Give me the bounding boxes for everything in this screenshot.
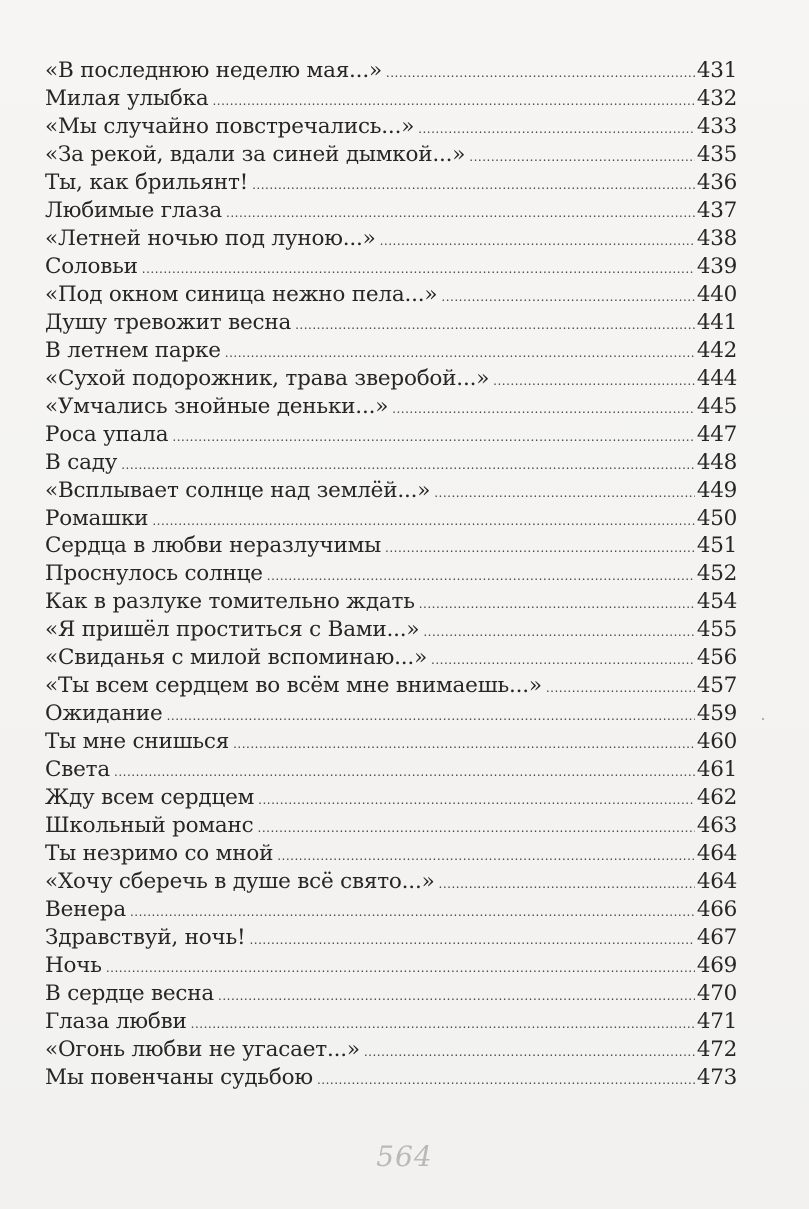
toc-entry-page: 438	[696, 225, 737, 251]
toc-entry	[45, 673, 737, 701]
toc-entry-title: В сердце весна	[45, 980, 215, 1006]
toc-entry	[45, 617, 737, 645]
toc-entry	[45, 114, 737, 142]
toc-dot-leader	[218, 989, 695, 1003]
toc-entry-title: «Свиданья с милой вспоминаю...»	[45, 645, 428, 671]
toc-dot-leader	[493, 374, 695, 388]
toc-entry-title: Соловьи	[45, 253, 138, 279]
toc-entry	[45, 338, 737, 366]
toc-entry-page: 460	[696, 729, 737, 755]
toc-entry	[45, 869, 737, 897]
toc-entry-title: Сердца в любви неразлучимы	[45, 533, 382, 559]
toc-entry-page: 463	[696, 813, 737, 839]
toc-entry-title: «Под окном синица нежно пела...»	[45, 281, 438, 307]
toc-dot-leader	[419, 597, 695, 611]
toc-entry	[45, 1065, 737, 1093]
toc-entry-page: 454	[696, 589, 737, 615]
toc-entry-title: Глаза любви	[45, 1008, 187, 1034]
toc-entry-title: «Огонь любви не угасает...»	[45, 1036, 360, 1062]
toc-dot-leader	[364, 1045, 695, 1059]
toc-entry	[45, 422, 737, 450]
toc-entry-title: «Сухой подорожник, трава зверобой...»	[45, 365, 490, 391]
toc-entry	[45, 58, 737, 86]
toc-dot-leader	[546, 681, 695, 695]
toc-entry	[45, 1009, 737, 1037]
toc-entry-title: Проснулось солнце	[45, 561, 263, 587]
toc-entry-page: 473	[696, 1064, 737, 1090]
toc-dot-leader	[212, 94, 694, 108]
toc-entry-page: 451	[696, 533, 737, 559]
toc-entry-title: Жду всем сердцем	[45, 785, 255, 811]
toc-entry	[45, 701, 737, 729]
toc-entry	[45, 170, 737, 198]
paper-speck	[762, 718, 764, 720]
toc-entry-page: 444	[696, 365, 737, 391]
toc-dot-leader	[258, 793, 695, 807]
toc-dot-leader	[386, 66, 695, 80]
toc-entry	[45, 394, 737, 422]
toc-dot-leader	[191, 1017, 695, 1031]
toc-entry	[45, 561, 737, 589]
toc-dot-leader	[121, 458, 695, 472]
toc-entry-page: 441	[696, 309, 737, 335]
toc-entry-title: Душу тревожит весна	[45, 309, 292, 335]
toc-entry-page: 455	[696, 617, 737, 643]
toc-entry-page: 449	[696, 477, 737, 503]
toc-dot-leader	[439, 877, 695, 891]
toc-entry-title: Здравствуй, ночь!	[45, 925, 246, 951]
toc-entry-page: 461	[696, 757, 737, 783]
toc-entry	[45, 925, 737, 953]
toc-dot-leader	[380, 234, 695, 248]
toc-entry	[45, 533, 737, 561]
toc-entry	[45, 897, 737, 925]
toc-entry	[45, 589, 737, 617]
toc-entry-page: 470	[696, 980, 737, 1006]
toc-dot-leader	[252, 178, 695, 192]
toc-entry-page: 437	[696, 197, 737, 223]
toc-entry-page: 472	[696, 1036, 737, 1062]
toc-entry-page: 435	[696, 141, 737, 167]
toc-entry	[45, 785, 737, 813]
toc-entry-title: Ты, как брильянт!	[45, 169, 249, 195]
toc-entry	[45, 757, 737, 785]
toc-dot-leader	[258, 821, 695, 835]
toc-entry-title: «Мы случайно повстречались...»	[45, 113, 415, 139]
toc-entry-title: Мы повенчаны судьбою	[45, 1064, 313, 1090]
toc-entry-title: Любимые глаза	[45, 197, 223, 223]
toc-entry	[45, 478, 737, 506]
toc-entry-title: Как в разлуке томительно ждать	[45, 589, 415, 615]
toc-dot-leader	[317, 1073, 695, 1087]
toc-entry-title: «Умчались знойные деньки...»	[45, 393, 389, 419]
toc-entry-title: «Ты всем сердцем во всём мне внимаешь...»	[45, 673, 542, 699]
toc-entry-title: Ромашки	[45, 505, 149, 531]
toc-dot-leader	[441, 290, 694, 304]
toc-dot-leader	[392, 402, 695, 416]
toc-dot-leader	[225, 346, 695, 360]
toc-entry-page: 466	[696, 897, 737, 923]
toc-entry-page: 448	[696, 449, 737, 475]
toc-entry-title: Ожидание	[45, 701, 163, 727]
toc-entry	[45, 1037, 737, 1065]
toc-entry-page: 462	[696, 785, 737, 811]
toc-entry	[45, 729, 737, 757]
toc-entry-page: 436	[696, 169, 737, 195]
toc-entry-title: Света	[45, 757, 110, 783]
toc-dot-leader	[431, 653, 695, 667]
toc-entry-title: В саду	[45, 449, 118, 475]
toc-entry-title: «За рекой, вдали за синей дымкой...»	[45, 141, 466, 167]
toc-entry-title: Венера	[45, 897, 126, 923]
toc-dot-leader	[385, 541, 695, 555]
toc-entry-page: 469	[696, 953, 737, 978]
toc-entry-title: Ночь	[45, 953, 102, 978]
toc-entry-page: 456	[696, 645, 737, 671]
toc-entry	[45, 86, 737, 114]
page-number: 564	[376, 1140, 433, 1173]
toc-entry-page: 471	[696, 1008, 737, 1034]
toc-entry	[45, 254, 737, 282]
toc-entry	[45, 310, 737, 338]
toc-entry-title: «Всплывает солнце над землёй...»	[45, 477, 431, 503]
toc-entry-page: 432	[696, 85, 737, 111]
toc-entry	[45, 645, 737, 673]
toc-entry-page: 464	[696, 869, 737, 895]
toc-dot-leader	[152, 514, 695, 528]
toc-entry-page: 459	[696, 701, 737, 727]
toc-entry-title: Ты незримо со мной	[45, 841, 274, 867]
toc-entry-page: 450	[696, 505, 737, 531]
toc-entry-page: 445	[696, 393, 737, 419]
toc-entry-title: Роса упала	[45, 421, 169, 447]
toc-dot-leader	[277, 849, 695, 863]
toc-entry-page: 452	[696, 561, 737, 587]
toc-entry-page: 467	[696, 925, 737, 951]
toc-dot-leader	[434, 486, 695, 500]
toc-entry-title: «Летней ночью под луною...»	[45, 225, 376, 251]
toc-dot-leader	[167, 709, 695, 723]
toc-dot-leader	[226, 206, 695, 220]
table-of-contents	[45, 58, 737, 1093]
toc-dot-leader	[106, 961, 695, 975]
toc-entry	[45, 142, 737, 170]
toc-dot-leader	[172, 430, 694, 444]
toc-entry	[45, 198, 737, 226]
toc-dot-leader	[233, 737, 695, 751]
toc-entry	[45, 813, 737, 841]
toc-entry-title: «В последнюю неделю мая...»	[45, 58, 382, 83]
toc-dot-leader	[295, 318, 695, 332]
toc-dot-leader	[114, 765, 695, 779]
toc-entry-page: 439	[696, 253, 737, 279]
toc-dot-leader	[130, 905, 695, 919]
toc-entry-page: 442	[696, 337, 737, 363]
toc-entry-page: 464	[696, 841, 737, 867]
toc-entry-title: Милая улыбка	[45, 85, 209, 111]
toc-dot-leader	[249, 933, 694, 947]
toc-entry-title: «Я пришёл проститься с Вами...»	[45, 617, 420, 643]
toc-dot-leader	[267, 569, 695, 583]
toc-entry-page: 433	[696, 113, 737, 139]
toc-entry	[45, 981, 737, 1009]
toc-entry-title: Школьный романс	[45, 813, 254, 839]
toc-entry	[45, 450, 737, 478]
toc-dot-leader	[142, 262, 695, 276]
toc-entry-page: 440	[696, 281, 737, 307]
toc-entry-title: Ты мне снишься	[45, 729, 230, 755]
toc-entry	[45, 841, 737, 869]
toc-entry-page: 457	[696, 673, 737, 699]
toc-dot-leader	[469, 150, 695, 164]
toc-entry-title: В летнем парке	[45, 337, 221, 363]
toc-dot-leader	[418, 122, 695, 136]
toc-entry	[45, 282, 737, 310]
toc-entry	[45, 366, 737, 394]
toc-entry	[45, 506, 737, 534]
toc-dot-leader	[423, 625, 695, 639]
toc-entry	[45, 226, 737, 254]
toc-entry-title: «Хочу сберечь в душе всё свято...»	[45, 869, 435, 895]
toc-entry-page: 447	[696, 421, 737, 447]
toc-entry-page: 431	[696, 58, 737, 83]
toc-entry	[45, 953, 737, 981]
